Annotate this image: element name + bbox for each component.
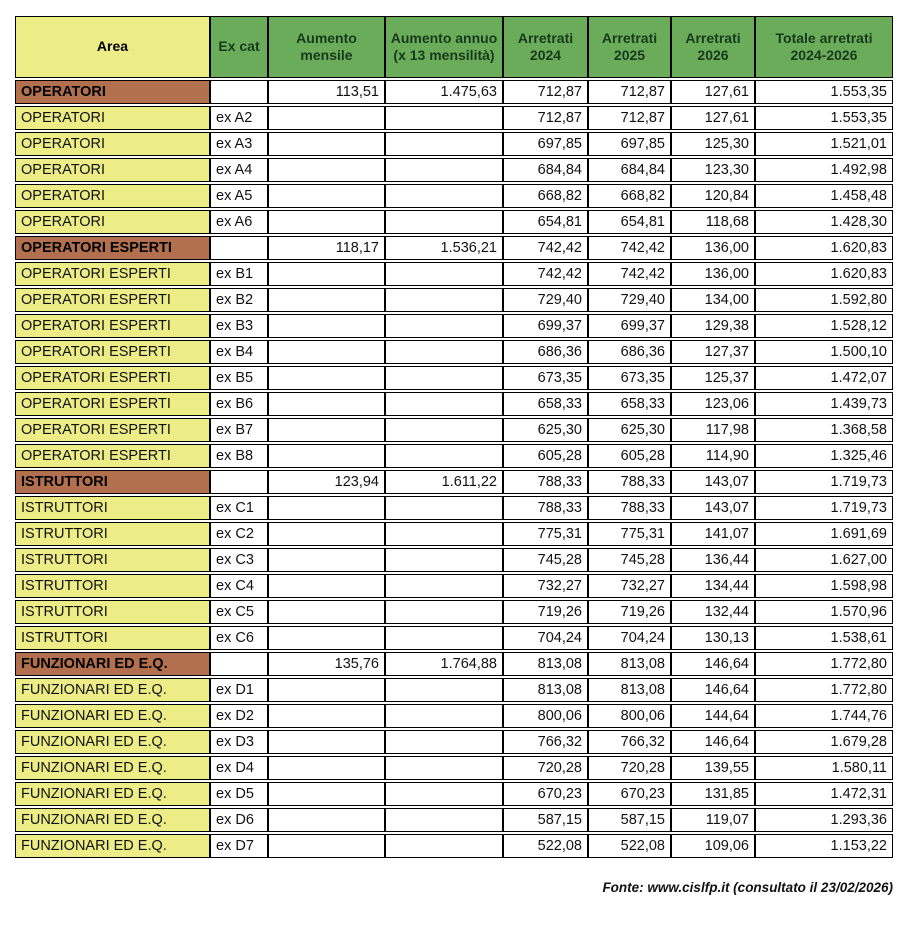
table-row xyxy=(15,756,893,780)
cell-arretrati-2024: 654,81 xyxy=(503,210,588,234)
cell-area: FUNZIONARI ED E.Q. xyxy=(15,652,210,676)
cell-aumento-annuo: 1.764,88 xyxy=(385,652,503,676)
category-row xyxy=(15,80,893,104)
table-row xyxy=(15,548,893,572)
cell-arretrati-2026: 123,30 xyxy=(671,158,755,182)
cell-arretrati-2025: 587,15 xyxy=(588,808,671,832)
cell-area: OPERATORI xyxy=(15,184,210,208)
cell-area: OPERATORI ESPERTI xyxy=(15,340,210,364)
cell-arretrati-2024: 684,84 xyxy=(503,158,588,182)
cell-arretrati-2025: 522,08 xyxy=(588,834,671,858)
cell-aumento-annuo xyxy=(385,418,503,442)
cell-area: FUNZIONARI ED E.Q. xyxy=(15,678,210,702)
cell-aumento-annuo xyxy=(385,678,503,702)
cell-totale-arretrati: 1.719,73 xyxy=(755,470,893,494)
cell-arretrati-2024: 813,08 xyxy=(503,652,588,676)
cell-arretrati-2025: 712,87 xyxy=(588,106,671,130)
cell-arretrati-2026: 117,98 xyxy=(671,418,755,442)
table-row xyxy=(15,288,893,312)
arretrati-table xyxy=(15,14,893,860)
cell-aumento-mensile xyxy=(268,600,385,624)
cell-aumento-annuo xyxy=(385,808,503,832)
cell-arretrati-2026: 125,37 xyxy=(671,366,755,390)
cell-totale-arretrati: 1.553,35 xyxy=(755,80,893,104)
cell-arretrati-2026: 119,07 xyxy=(671,808,755,832)
table-row xyxy=(15,262,893,286)
cell-area: ISTRUTTORI xyxy=(15,496,210,520)
cell-aumento-annuo xyxy=(385,834,503,858)
cell-aumento-mensile xyxy=(268,132,385,156)
cell-arretrati-2024: 813,08 xyxy=(503,678,588,702)
cell-totale-arretrati: 1.538,61 xyxy=(755,626,893,650)
cell-totale-arretrati: 1.772,80 xyxy=(755,652,893,676)
cell-ex-cat: ex C3 xyxy=(210,548,268,572)
table-row xyxy=(15,834,893,858)
table-row xyxy=(15,132,893,156)
cell-totale-arretrati: 1.153,22 xyxy=(755,834,893,858)
cell-arretrati-2025: 775,31 xyxy=(588,522,671,546)
cell-totale-arretrati: 1.570,96 xyxy=(755,600,893,624)
cell-arretrati-2025: 742,42 xyxy=(588,262,671,286)
cell-aumento-mensile xyxy=(268,678,385,702)
cell-area: OPERATORI xyxy=(15,106,210,130)
cell-arretrati-2026: 134,00 xyxy=(671,288,755,312)
cell-area: OPERATORI ESPERTI xyxy=(15,314,210,338)
cell-aumento-mensile xyxy=(268,756,385,780)
cell-arretrati-2024: 742,42 xyxy=(503,262,588,286)
table-row xyxy=(15,574,893,598)
table-row xyxy=(15,158,893,182)
cell-aumento-mensile xyxy=(268,548,385,572)
table-row xyxy=(15,600,893,624)
cell-totale-arretrati: 1.580,11 xyxy=(755,756,893,780)
cell-totale-arretrati: 1.500,10 xyxy=(755,340,893,364)
cell-aumento-mensile: 113,51 xyxy=(268,80,385,104)
cell-aumento-annuo: 1.536,21 xyxy=(385,236,503,260)
cell-arretrati-2025: 729,40 xyxy=(588,288,671,312)
cell-area: OPERATORI xyxy=(15,80,210,104)
cell-ex-cat: ex D4 xyxy=(210,756,268,780)
col-header-totale-arretrati: Totale arretrati 2024-2026 xyxy=(755,16,893,78)
cell-aumento-annuo xyxy=(385,132,503,156)
cell-aumento-annuo xyxy=(385,158,503,182)
cell-arretrati-2026: 118,68 xyxy=(671,210,755,234)
cell-arretrati-2026: 123,06 xyxy=(671,392,755,416)
cell-aumento-annuo xyxy=(385,626,503,650)
cell-ex-cat: ex B2 xyxy=(210,288,268,312)
cell-totale-arretrati: 1.492,98 xyxy=(755,158,893,182)
cell-totale-arretrati: 1.428,30 xyxy=(755,210,893,234)
cell-arretrati-2024: 712,87 xyxy=(503,80,588,104)
cell-aumento-mensile: 118,17 xyxy=(268,236,385,260)
cell-aumento-mensile xyxy=(268,704,385,728)
cell-arretrati-2026: 109,06 xyxy=(671,834,755,858)
cell-arretrati-2024: 658,33 xyxy=(503,392,588,416)
cell-area: FUNZIONARI ED E.Q. xyxy=(15,834,210,858)
cell-arretrati-2026: 134,44 xyxy=(671,574,755,598)
cell-aumento-mensile xyxy=(268,340,385,364)
cell-arretrati-2025: 720,28 xyxy=(588,756,671,780)
cell-ex-cat: ex D1 xyxy=(210,678,268,702)
cell-area: OPERATORI ESPERTI xyxy=(15,366,210,390)
cell-arretrati-2025: 684,84 xyxy=(588,158,671,182)
cell-area: OPERATORI xyxy=(15,210,210,234)
cell-aumento-annuo xyxy=(385,574,503,598)
cell-totale-arretrati: 1.620,83 xyxy=(755,236,893,260)
col-header-arretrati-2024: Arretrati 2024 xyxy=(503,16,588,78)
cell-ex-cat: ex B6 xyxy=(210,392,268,416)
cell-totale-arretrati: 1.521,01 xyxy=(755,132,893,156)
cell-aumento-annuo xyxy=(385,392,503,416)
cell-arretrati-2026: 129,38 xyxy=(671,314,755,338)
cell-aumento-annuo xyxy=(385,210,503,234)
cell-aumento-mensile xyxy=(268,184,385,208)
cell-arretrati-2024: 704,24 xyxy=(503,626,588,650)
cell-ex-cat: ex B4 xyxy=(210,340,268,364)
cell-arretrati-2025: 625,30 xyxy=(588,418,671,442)
cell-arretrati-2026: 146,64 xyxy=(671,678,755,702)
cell-ex-cat xyxy=(210,652,268,676)
cell-arretrati-2026: 127,61 xyxy=(671,80,755,104)
cell-arretrati-2024: 732,27 xyxy=(503,574,588,598)
cell-arretrati-2026: 144,64 xyxy=(671,704,755,728)
cell-aumento-mensile xyxy=(268,574,385,598)
col-header-arretrati-2025: Arretrati 2025 xyxy=(588,16,671,78)
col-header-area: Area xyxy=(15,16,210,78)
cell-ex-cat xyxy=(210,236,268,260)
table-row xyxy=(15,444,893,468)
cell-arretrati-2024: 697,85 xyxy=(503,132,588,156)
cell-ex-cat: ex D2 xyxy=(210,704,268,728)
cell-aumento-mensile xyxy=(268,158,385,182)
cell-aumento-annuo xyxy=(385,600,503,624)
col-header-arretrati-2026: Arretrati 2026 xyxy=(671,16,755,78)
cell-ex-cat: ex A4 xyxy=(210,158,268,182)
cell-aumento-annuo xyxy=(385,782,503,806)
cell-arretrati-2025: 654,81 xyxy=(588,210,671,234)
cell-ex-cat: ex C4 xyxy=(210,574,268,598)
cell-totale-arretrati: 1.293,36 xyxy=(755,808,893,832)
cell-ex-cat xyxy=(210,470,268,494)
cell-arretrati-2024: 729,40 xyxy=(503,288,588,312)
table-row xyxy=(15,704,893,728)
cell-area: OPERATORI xyxy=(15,132,210,156)
cell-area: OPERATORI xyxy=(15,158,210,182)
table-row xyxy=(15,808,893,832)
cell-totale-arretrati: 1.592,80 xyxy=(755,288,893,312)
cell-arretrati-2024: 522,08 xyxy=(503,834,588,858)
cell-arretrati-2025: 699,37 xyxy=(588,314,671,338)
cell-arretrati-2025: 673,35 xyxy=(588,366,671,390)
cell-ex-cat: ex D3 xyxy=(210,730,268,754)
cell-ex-cat: ex B3 xyxy=(210,314,268,338)
cell-arretrati-2025: 813,08 xyxy=(588,652,671,676)
cell-arretrati-2026: 127,61 xyxy=(671,106,755,130)
table-row xyxy=(15,340,893,364)
cell-arretrati-2025: 719,26 xyxy=(588,600,671,624)
cell-arretrati-2026: 143,07 xyxy=(671,496,755,520)
cell-aumento-mensile: 135,76 xyxy=(268,652,385,676)
cell-aumento-mensile: 123,94 xyxy=(268,470,385,494)
cell-ex-cat: ex C5 xyxy=(210,600,268,624)
table-row xyxy=(15,782,893,806)
cell-aumento-annuo xyxy=(385,444,503,468)
cell-arretrati-2025: 766,32 xyxy=(588,730,671,754)
cell-ex-cat: ex B1 xyxy=(210,262,268,286)
cell-area: ISTRUTTORI xyxy=(15,470,210,494)
cell-ex-cat: ex D5 xyxy=(210,782,268,806)
table-row xyxy=(15,626,893,650)
cell-area: OPERATORI ESPERTI xyxy=(15,262,210,286)
cell-aumento-annuo xyxy=(385,314,503,338)
table-row xyxy=(15,366,893,390)
cell-aumento-annuo xyxy=(385,184,503,208)
category-row xyxy=(15,470,893,494)
cell-arretrati-2025: 605,28 xyxy=(588,444,671,468)
cell-arretrati-2026: 143,07 xyxy=(671,470,755,494)
cell-totale-arretrati: 1.458,48 xyxy=(755,184,893,208)
cell-ex-cat: ex B5 xyxy=(210,366,268,390)
cell-totale-arretrati: 1.620,83 xyxy=(755,262,893,286)
cell-area: FUNZIONARI ED E.Q. xyxy=(15,756,210,780)
cell-aumento-mensile xyxy=(268,314,385,338)
cell-totale-arretrati: 1.553,35 xyxy=(755,106,893,130)
cell-arretrati-2024: 788,33 xyxy=(503,496,588,520)
cell-aumento-mensile xyxy=(268,262,385,286)
cell-ex-cat: ex C2 xyxy=(210,522,268,546)
cell-totale-arretrati: 1.439,73 xyxy=(755,392,893,416)
cell-aumento-mensile xyxy=(268,834,385,858)
cell-totale-arretrati: 1.627,00 xyxy=(755,548,893,572)
cell-arretrati-2026: 130,13 xyxy=(671,626,755,650)
cell-aumento-mensile xyxy=(268,210,385,234)
cell-arretrati-2026: 120,84 xyxy=(671,184,755,208)
cell-totale-arretrati: 1.368,58 xyxy=(755,418,893,442)
cell-totale-arretrati: 1.744,76 xyxy=(755,704,893,728)
cell-ex-cat: ex A5 xyxy=(210,184,268,208)
table-row xyxy=(15,314,893,338)
cell-area: ISTRUTTORI xyxy=(15,600,210,624)
cell-arretrati-2025: 712,87 xyxy=(588,80,671,104)
cell-arretrati-2025: 788,33 xyxy=(588,496,671,520)
cell-aumento-annuo xyxy=(385,106,503,130)
cell-arretrati-2024: 720,28 xyxy=(503,756,588,780)
cell-arretrati-2026: 125,30 xyxy=(671,132,755,156)
cell-arretrati-2024: 712,87 xyxy=(503,106,588,130)
cell-ex-cat: ex A3 xyxy=(210,132,268,156)
cell-arretrati-2026: 127,37 xyxy=(671,340,755,364)
cell-arretrati-2025: 732,27 xyxy=(588,574,671,598)
cell-area: ISTRUTTORI xyxy=(15,522,210,546)
table-row xyxy=(15,522,893,546)
cell-arretrati-2026: 131,85 xyxy=(671,782,755,806)
cell-aumento-annuo xyxy=(385,522,503,546)
cell-ex-cat: ex D7 xyxy=(210,834,268,858)
table-row xyxy=(15,418,893,442)
cell-aumento-mensile xyxy=(268,808,385,832)
cell-ex-cat: ex B8 xyxy=(210,444,268,468)
cell-arretrati-2026: 146,64 xyxy=(671,730,755,754)
cell-arretrati-2026: 139,55 xyxy=(671,756,755,780)
cell-arretrati-2025: 658,33 xyxy=(588,392,671,416)
cell-totale-arretrati: 1.472,07 xyxy=(755,366,893,390)
cell-aumento-mensile xyxy=(268,418,385,442)
cell-aumento-mensile xyxy=(268,626,385,650)
cell-arretrati-2024: 686,36 xyxy=(503,340,588,364)
cell-totale-arretrati: 1.772,80 xyxy=(755,678,893,702)
cell-arretrati-2025: 745,28 xyxy=(588,548,671,572)
cell-area: FUNZIONARI ED E.Q. xyxy=(15,704,210,728)
cell-area: FUNZIONARI ED E.Q. xyxy=(15,808,210,832)
cell-aumento-annuo: 1.475,63 xyxy=(385,80,503,104)
cell-aumento-annuo xyxy=(385,496,503,520)
cell-aumento-annuo xyxy=(385,366,503,390)
cell-aumento-mensile xyxy=(268,392,385,416)
cell-arretrati-2024: 719,26 xyxy=(503,600,588,624)
table-row xyxy=(15,184,893,208)
category-row xyxy=(15,236,893,260)
cell-totale-arretrati: 1.472,31 xyxy=(755,782,893,806)
cell-totale-arretrati: 1.679,28 xyxy=(755,730,893,754)
cell-arretrati-2024: 699,37 xyxy=(503,314,588,338)
cell-arretrati-2026: 114,90 xyxy=(671,444,755,468)
cell-arretrati-2024: 670,23 xyxy=(503,782,588,806)
cell-arretrati-2026: 136,00 xyxy=(671,236,755,260)
cell-arretrati-2026: 136,44 xyxy=(671,548,755,572)
cell-aumento-annuo xyxy=(385,756,503,780)
cell-arretrati-2024: 742,42 xyxy=(503,236,588,260)
cell-ex-cat: ex B7 xyxy=(210,418,268,442)
table-row xyxy=(15,730,893,754)
cell-aumento-annuo xyxy=(385,340,503,364)
cell-area: OPERATORI ESPERTI xyxy=(15,444,210,468)
cell-aumento-annuo: 1.611,22 xyxy=(385,470,503,494)
cell-aumento-annuo xyxy=(385,548,503,572)
cell-arretrati-2024: 673,35 xyxy=(503,366,588,390)
cell-ex-cat: ex C1 xyxy=(210,496,268,520)
cell-arretrati-2024: 800,06 xyxy=(503,704,588,728)
cell-arretrati-2024: 668,82 xyxy=(503,184,588,208)
cell-totale-arretrati: 1.719,73 xyxy=(755,496,893,520)
cell-totale-arretrati: 1.528,12 xyxy=(755,314,893,338)
cell-arretrati-2024: 766,32 xyxy=(503,730,588,754)
cell-arretrati-2025: 670,23 xyxy=(588,782,671,806)
cell-arretrati-2024: 587,15 xyxy=(503,808,588,832)
cell-area: OPERATORI ESPERTI xyxy=(15,392,210,416)
cell-area: OPERATORI ESPERTI xyxy=(15,288,210,312)
cell-ex-cat: ex A2 xyxy=(210,106,268,130)
table-row xyxy=(15,106,893,130)
cell-arretrati-2026: 132,44 xyxy=(671,600,755,624)
cell-aumento-mensile xyxy=(268,106,385,130)
col-header-aumento-annuo: Aumento annuo (x 13 mensilità) xyxy=(385,16,503,78)
cell-arretrati-2024: 745,28 xyxy=(503,548,588,572)
cell-arretrati-2025: 704,24 xyxy=(588,626,671,650)
cell-ex-cat: ex C6 xyxy=(210,626,268,650)
cell-aumento-annuo xyxy=(385,704,503,728)
cell-arretrati-2025: 742,42 xyxy=(588,236,671,260)
cell-arretrati-2025: 813,08 xyxy=(588,678,671,702)
cell-aumento-mensile xyxy=(268,366,385,390)
cell-arretrati-2026: 146,64 xyxy=(671,652,755,676)
cell-ex-cat: ex A6 xyxy=(210,210,268,234)
cell-arretrati-2025: 668,82 xyxy=(588,184,671,208)
header-row xyxy=(15,16,893,78)
table-row xyxy=(15,392,893,416)
cell-arretrati-2025: 697,85 xyxy=(588,132,671,156)
col-header-aumento-mensile: Aumento mensile xyxy=(268,16,385,78)
cell-ex-cat xyxy=(210,80,268,104)
cell-aumento-mensile xyxy=(268,730,385,754)
category-row xyxy=(15,652,893,676)
cell-totale-arretrati: 1.325,46 xyxy=(755,444,893,468)
cell-aumento-mensile xyxy=(268,496,385,520)
cell-ex-cat: ex D6 xyxy=(210,808,268,832)
cell-arretrati-2025: 788,33 xyxy=(588,470,671,494)
cell-arretrati-2026: 141,07 xyxy=(671,522,755,546)
table-row xyxy=(15,210,893,234)
cell-area: FUNZIONARI ED E.Q. xyxy=(15,730,210,754)
cell-area: ISTRUTTORI xyxy=(15,626,210,650)
cell-aumento-annuo xyxy=(385,262,503,286)
cell-arretrati-2024: 625,30 xyxy=(503,418,588,442)
cell-aumento-mensile xyxy=(268,288,385,312)
source-note: Fonte: www.cislfp.it (consultato il 23/02/2026) xyxy=(602,880,893,895)
cell-area: OPERATORI ESPERTI xyxy=(15,418,210,442)
cell-area: ISTRUTTORI xyxy=(15,574,210,598)
cell-aumento-mensile xyxy=(268,444,385,468)
cell-area: OPERATORI ESPERTI xyxy=(15,236,210,260)
cell-arretrati-2026: 136,00 xyxy=(671,262,755,286)
col-header-ex-cat: Ex cat xyxy=(210,16,268,78)
cell-totale-arretrati: 1.691,69 xyxy=(755,522,893,546)
cell-area: ISTRUTTORI xyxy=(15,548,210,572)
cell-totale-arretrati: 1.598,98 xyxy=(755,574,893,598)
cell-area: FUNZIONARI ED E.Q. xyxy=(15,782,210,806)
cell-aumento-annuo xyxy=(385,288,503,312)
cell-aumento-mensile xyxy=(268,782,385,806)
cell-aumento-annuo xyxy=(385,730,503,754)
table-row xyxy=(15,496,893,520)
table-row xyxy=(15,678,893,702)
cell-arretrati-2024: 775,31 xyxy=(503,522,588,546)
cell-arretrati-2024: 788,33 xyxy=(503,470,588,494)
cell-arretrati-2025: 686,36 xyxy=(588,340,671,364)
cell-aumento-mensile xyxy=(268,522,385,546)
cell-arretrati-2024: 605,28 xyxy=(503,444,588,468)
cell-arretrati-2025: 800,06 xyxy=(588,704,671,728)
